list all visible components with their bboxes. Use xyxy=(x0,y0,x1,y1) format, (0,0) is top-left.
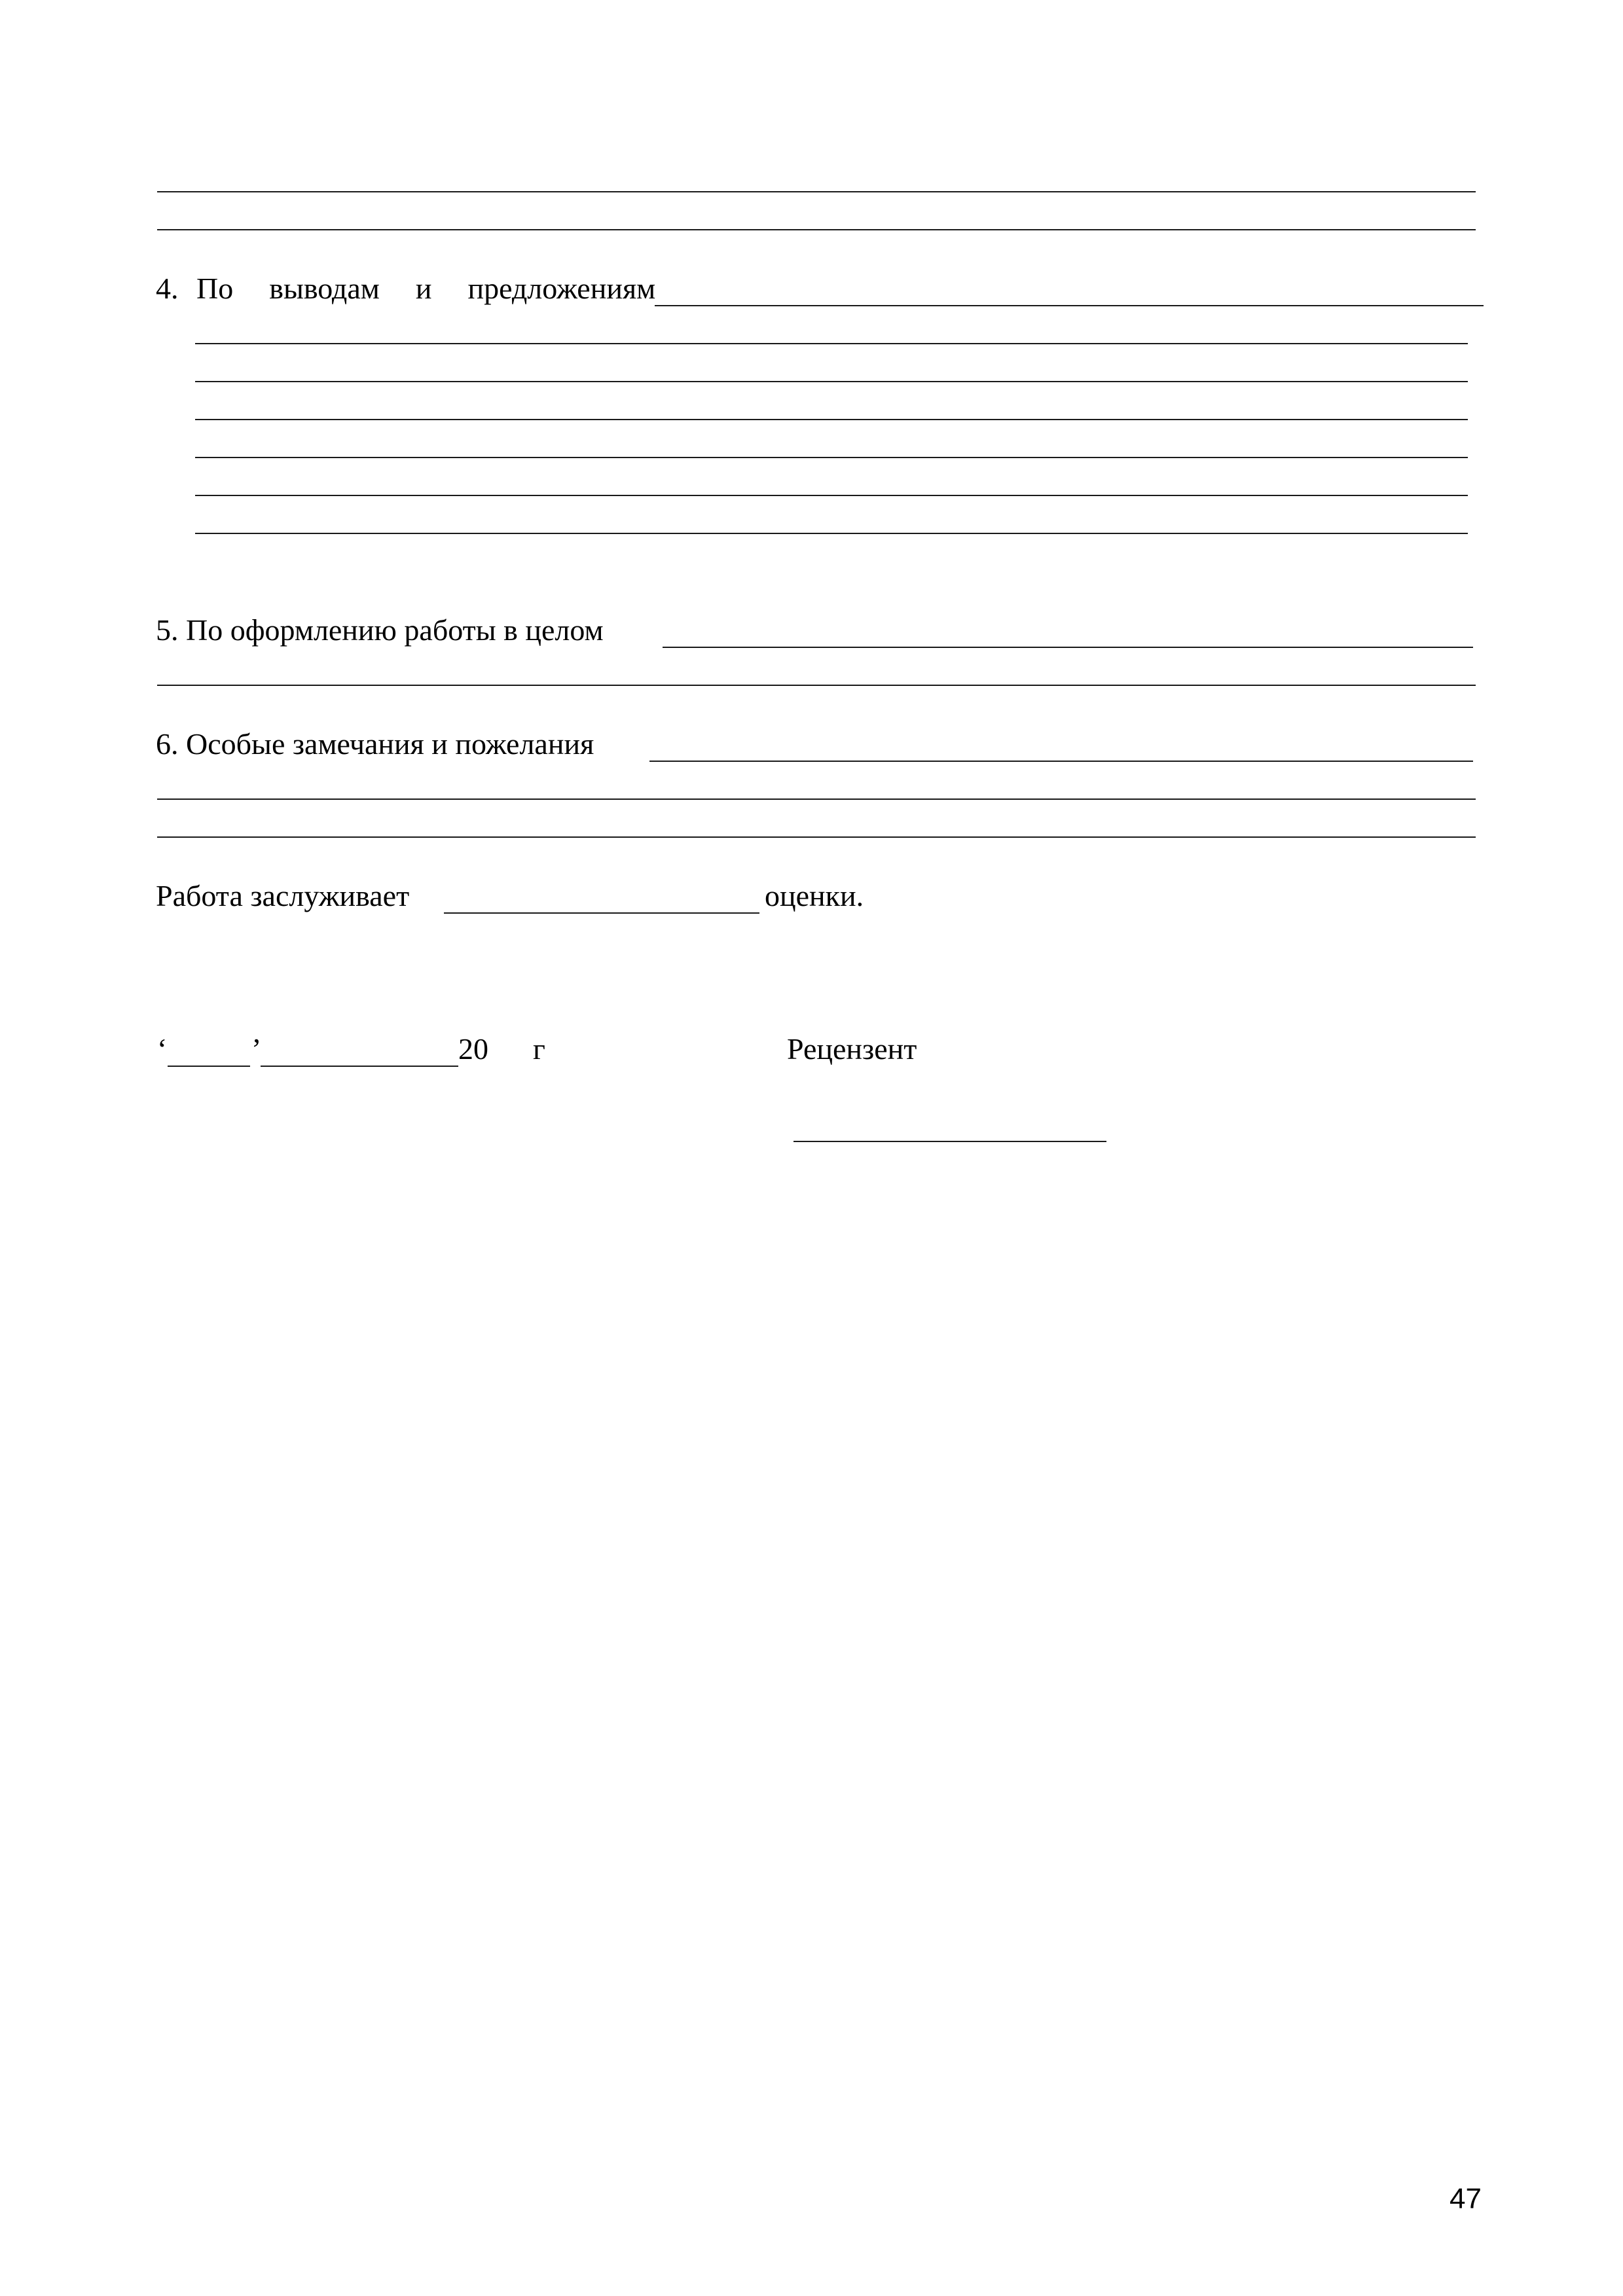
date-open-quote: ‘ xyxy=(157,1032,168,1066)
reviewer-label: Рецензент xyxy=(787,1032,917,1066)
item4-answer-line[interactable] xyxy=(195,343,1468,344)
item5-label: 5. По оформлению работы в целом xyxy=(156,613,604,647)
grade-blank[interactable] xyxy=(444,912,759,914)
page-number: 47 xyxy=(1450,2183,1482,2215)
item4-answer-line[interactable] xyxy=(195,457,1468,458)
item6-answer-line[interactable] xyxy=(157,836,1476,838)
item6-inline-line[interactable] xyxy=(649,761,1473,762)
item4-answer-line[interactable] xyxy=(195,419,1468,420)
reviewer-signature-line[interactable] xyxy=(793,1141,1106,1142)
item6-label: 6. Особые замечания и пожелания xyxy=(156,727,594,761)
item5-inline-line[interactable] xyxy=(663,647,1473,648)
answer-line[interactable] xyxy=(157,191,1476,192)
item4-answer-line[interactable] xyxy=(195,495,1468,496)
date-year-prefix: 20 xyxy=(458,1032,488,1066)
item4-label: 4. По выводам и предложениям xyxy=(156,272,656,305)
date-year-suffix: г xyxy=(533,1032,545,1066)
date-day-blank[interactable] xyxy=(168,1066,250,1067)
item6-answer-line[interactable] xyxy=(157,798,1476,800)
item5-answer-line[interactable] xyxy=(157,685,1476,686)
grade-prefix: Работа заслуживает xyxy=(156,879,410,912)
item4-answer-line[interactable] xyxy=(195,381,1468,382)
date-close-quote: ’ xyxy=(251,1032,262,1066)
grade-suffix: оценки. xyxy=(765,879,864,912)
item4-answer-line[interactable] xyxy=(195,533,1468,534)
item4-inline-line[interactable] xyxy=(655,305,1484,306)
date-month-blank[interactable] xyxy=(261,1066,458,1067)
answer-line[interactable] xyxy=(157,229,1476,230)
